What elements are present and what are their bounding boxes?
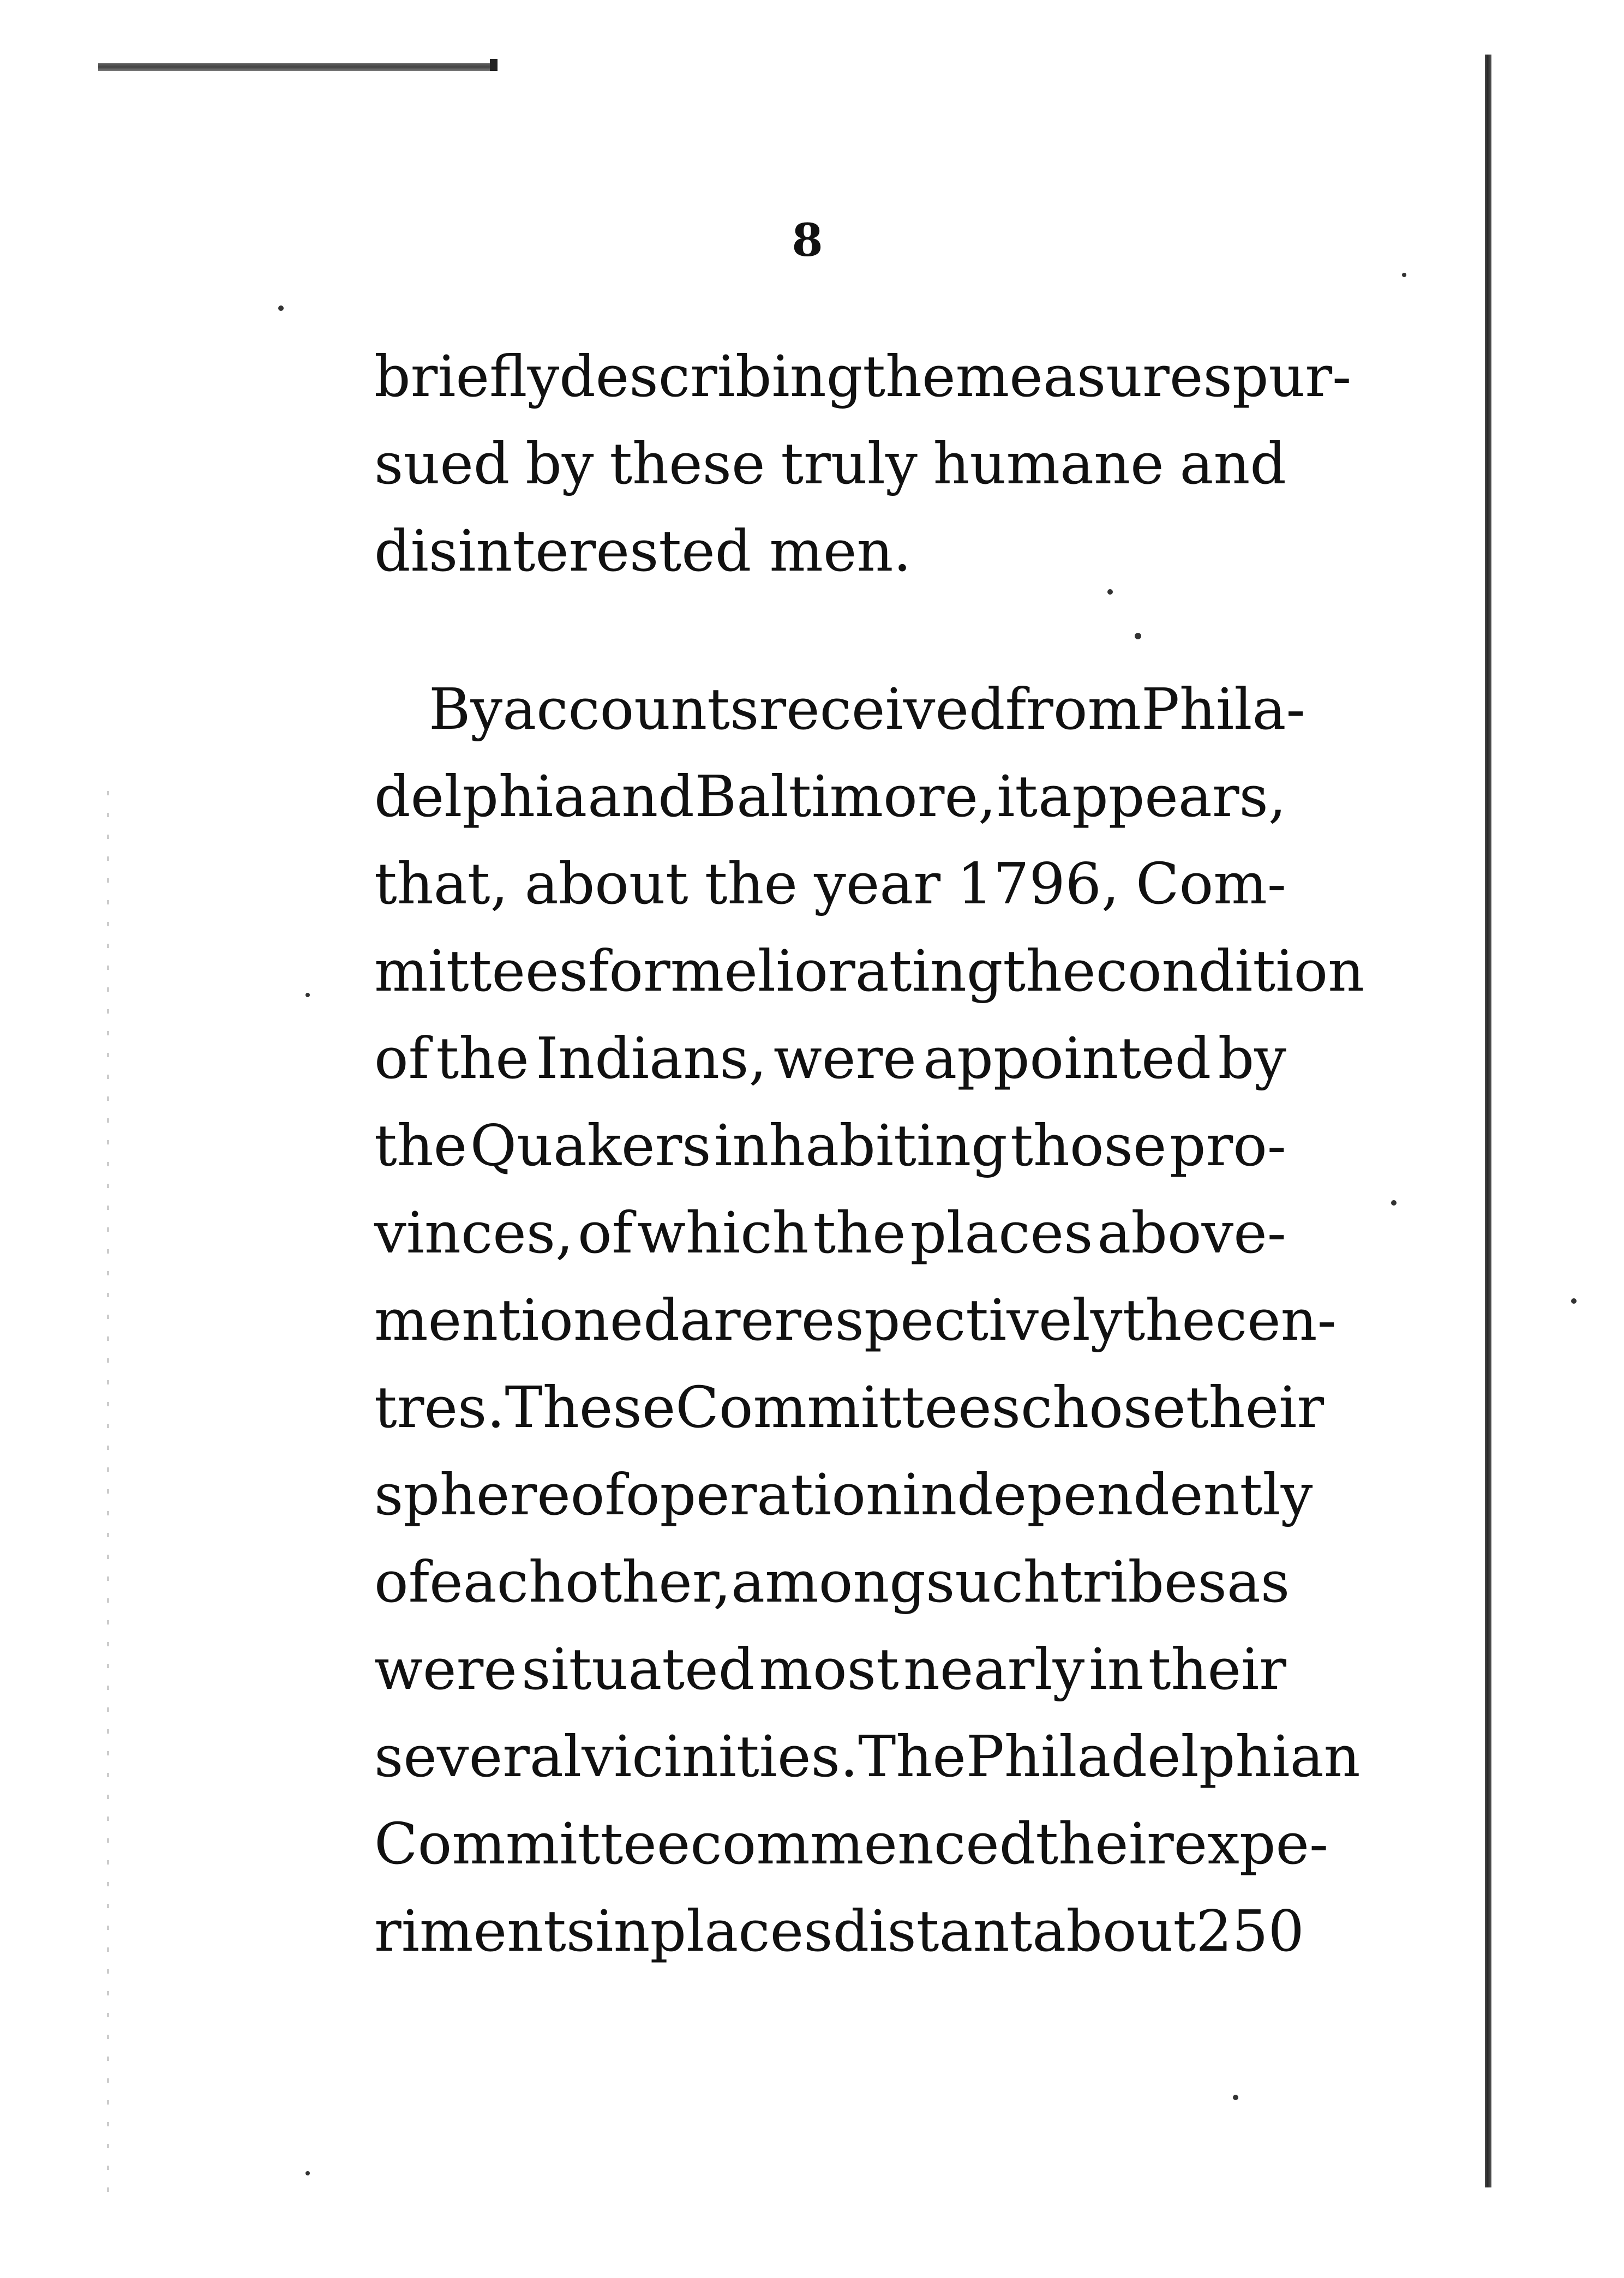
text-line	[374, 927, 1365, 1015]
word: tres.	[374, 1374, 505, 1441]
word: the	[1003, 938, 1096, 1004]
word: vinces,	[374, 1200, 574, 1266]
text-line	[374, 1887, 1304, 1975]
scan-edge-mark	[490, 59, 498, 71]
paragraph	[374, 333, 1352, 595]
word: truly	[781, 430, 918, 497]
word: Baltimore,	[694, 763, 997, 830]
text-line	[374, 1102, 1286, 1189]
word: Committees	[675, 1374, 1021, 1441]
word: above-	[1097, 1200, 1286, 1266]
word: each	[429, 1549, 565, 1615]
scan-speck	[278, 305, 284, 311]
word: Philadelphian	[966, 1723, 1361, 1790]
text-line	[374, 1538, 1290, 1626]
word: of	[374, 1025, 430, 1092]
text-line	[374, 1713, 1361, 1800]
word: pro-	[1169, 1112, 1286, 1179]
word: inhabiting	[714, 1112, 1008, 1179]
word: The	[858, 1723, 966, 1790]
word: for	[588, 938, 670, 1004]
word: about	[524, 850, 688, 917]
word: accounts	[502, 676, 759, 742]
word: about	[1032, 1898, 1196, 1964]
text-line	[374, 1800, 1329, 1887]
word: several	[374, 1723, 582, 1790]
scan-speck	[1233, 2095, 1238, 2100]
word: respectively	[774, 1287, 1123, 1353]
word: Com-	[1136, 850, 1286, 917]
word: such	[925, 1549, 1060, 1615]
word: and	[1179, 430, 1286, 497]
word: expe-	[1173, 1811, 1329, 1877]
word: commenced	[690, 1811, 1036, 1877]
word: places	[910, 1200, 1093, 1266]
text-line	[374, 420, 1286, 507]
word: were	[374, 1636, 517, 1702]
word: 250	[1196, 1898, 1304, 1964]
word: in	[1089, 1636, 1144, 1702]
word: independently	[902, 1461, 1313, 1528]
word: measures	[955, 343, 1232, 410]
word: from	[1005, 676, 1142, 742]
paragraph-gap	[374, 595, 1286, 666]
word: are	[679, 1287, 775, 1353]
word: of	[570, 1461, 626, 1528]
scan-left-edge	[107, 791, 109, 2209]
word: by	[1218, 1025, 1286, 1092]
word: chose	[1021, 1374, 1186, 1441]
word: their	[1148, 1636, 1286, 1702]
word: the	[374, 1112, 468, 1179]
word: Quakers	[470, 1112, 711, 1179]
word: these	[609, 430, 765, 497]
word: their	[1185, 1374, 1325, 1441]
word: received	[759, 676, 1005, 742]
word: nearly	[903, 1636, 1085, 1702]
word: humane	[933, 430, 1164, 497]
scan-speck	[305, 993, 310, 997]
word: other,	[565, 1549, 732, 1615]
word: their	[1035, 1811, 1174, 1877]
word: by	[525, 430, 594, 497]
word: cen-	[1215, 1287, 1337, 1353]
word: those	[1010, 1112, 1167, 1179]
scan-speck	[1402, 273, 1406, 277]
text-line	[374, 1626, 1286, 1713]
scan-edge-rule-top	[98, 63, 496, 71]
word: the	[1122, 1287, 1215, 1353]
scan-speck	[305, 2171, 310, 2175]
word: delphia	[374, 763, 588, 830]
word: These	[505, 1374, 676, 1441]
text-line	[374, 1276, 1337, 1364]
word: that,	[374, 850, 508, 917]
word: sued	[374, 430, 510, 497]
scan-gutter-rule	[1485, 55, 1491, 2187]
word: riments	[374, 1898, 596, 1964]
text-line	[374, 840, 1286, 927]
word: sphere	[374, 1461, 571, 1528]
word: Committee	[374, 1811, 691, 1877]
word: among	[731, 1549, 926, 1615]
word: the	[813, 1200, 906, 1266]
text-line	[374, 1364, 1325, 1451]
word: condition	[1095, 938, 1365, 1004]
scan-speck	[1391, 1200, 1397, 1206]
word: operation	[625, 1461, 902, 1528]
word: year	[814, 850, 941, 917]
text-line	[374, 333, 1352, 420]
page-number: 8	[792, 214, 823, 267]
word: were	[774, 1025, 916, 1092]
word: appears,	[1038, 763, 1286, 830]
word: which	[637, 1200, 809, 1266]
text-line	[374, 1015, 1286, 1102]
word: Indians,	[536, 1025, 767, 1092]
word: situated	[521, 1636, 755, 1702]
body-text	[374, 333, 1365, 1975]
word: tribes	[1059, 1549, 1227, 1615]
word: most	[759, 1636, 899, 1702]
word: describing	[559, 343, 863, 410]
word: mittees	[374, 938, 588, 1004]
word: it	[997, 763, 1038, 830]
scan-speck	[1571, 1298, 1577, 1304]
word: in	[595, 1898, 650, 1964]
paragraph	[374, 666, 1365, 1975]
word: pur-	[1232, 343, 1352, 410]
word: of	[374, 1549, 430, 1615]
text-line	[374, 1189, 1286, 1276]
word: and	[588, 763, 694, 830]
word: of	[578, 1200, 633, 1266]
word: briefly	[374, 343, 560, 410]
word: mentioned	[374, 1287, 680, 1353]
text-line: disinterested men.	[374, 518, 912, 584]
word: By	[429, 676, 503, 742]
word: distant	[832, 1898, 1033, 1964]
word: the	[862, 343, 956, 410]
word: meliorating	[670, 938, 1003, 1004]
word: Phila-	[1141, 676, 1305, 742]
word: 1796,	[957, 850, 1119, 917]
word: appointed	[923, 1025, 1212, 1092]
word: vicinities.	[582, 1723, 858, 1790]
word: the	[704, 850, 798, 917]
text-line	[374, 753, 1286, 840]
word: the	[436, 1025, 529, 1092]
text-line	[374, 1451, 1313, 1538]
text-line	[374, 666, 1305, 753]
word: as	[1226, 1549, 1290, 1615]
word: places	[650, 1898, 833, 1964]
